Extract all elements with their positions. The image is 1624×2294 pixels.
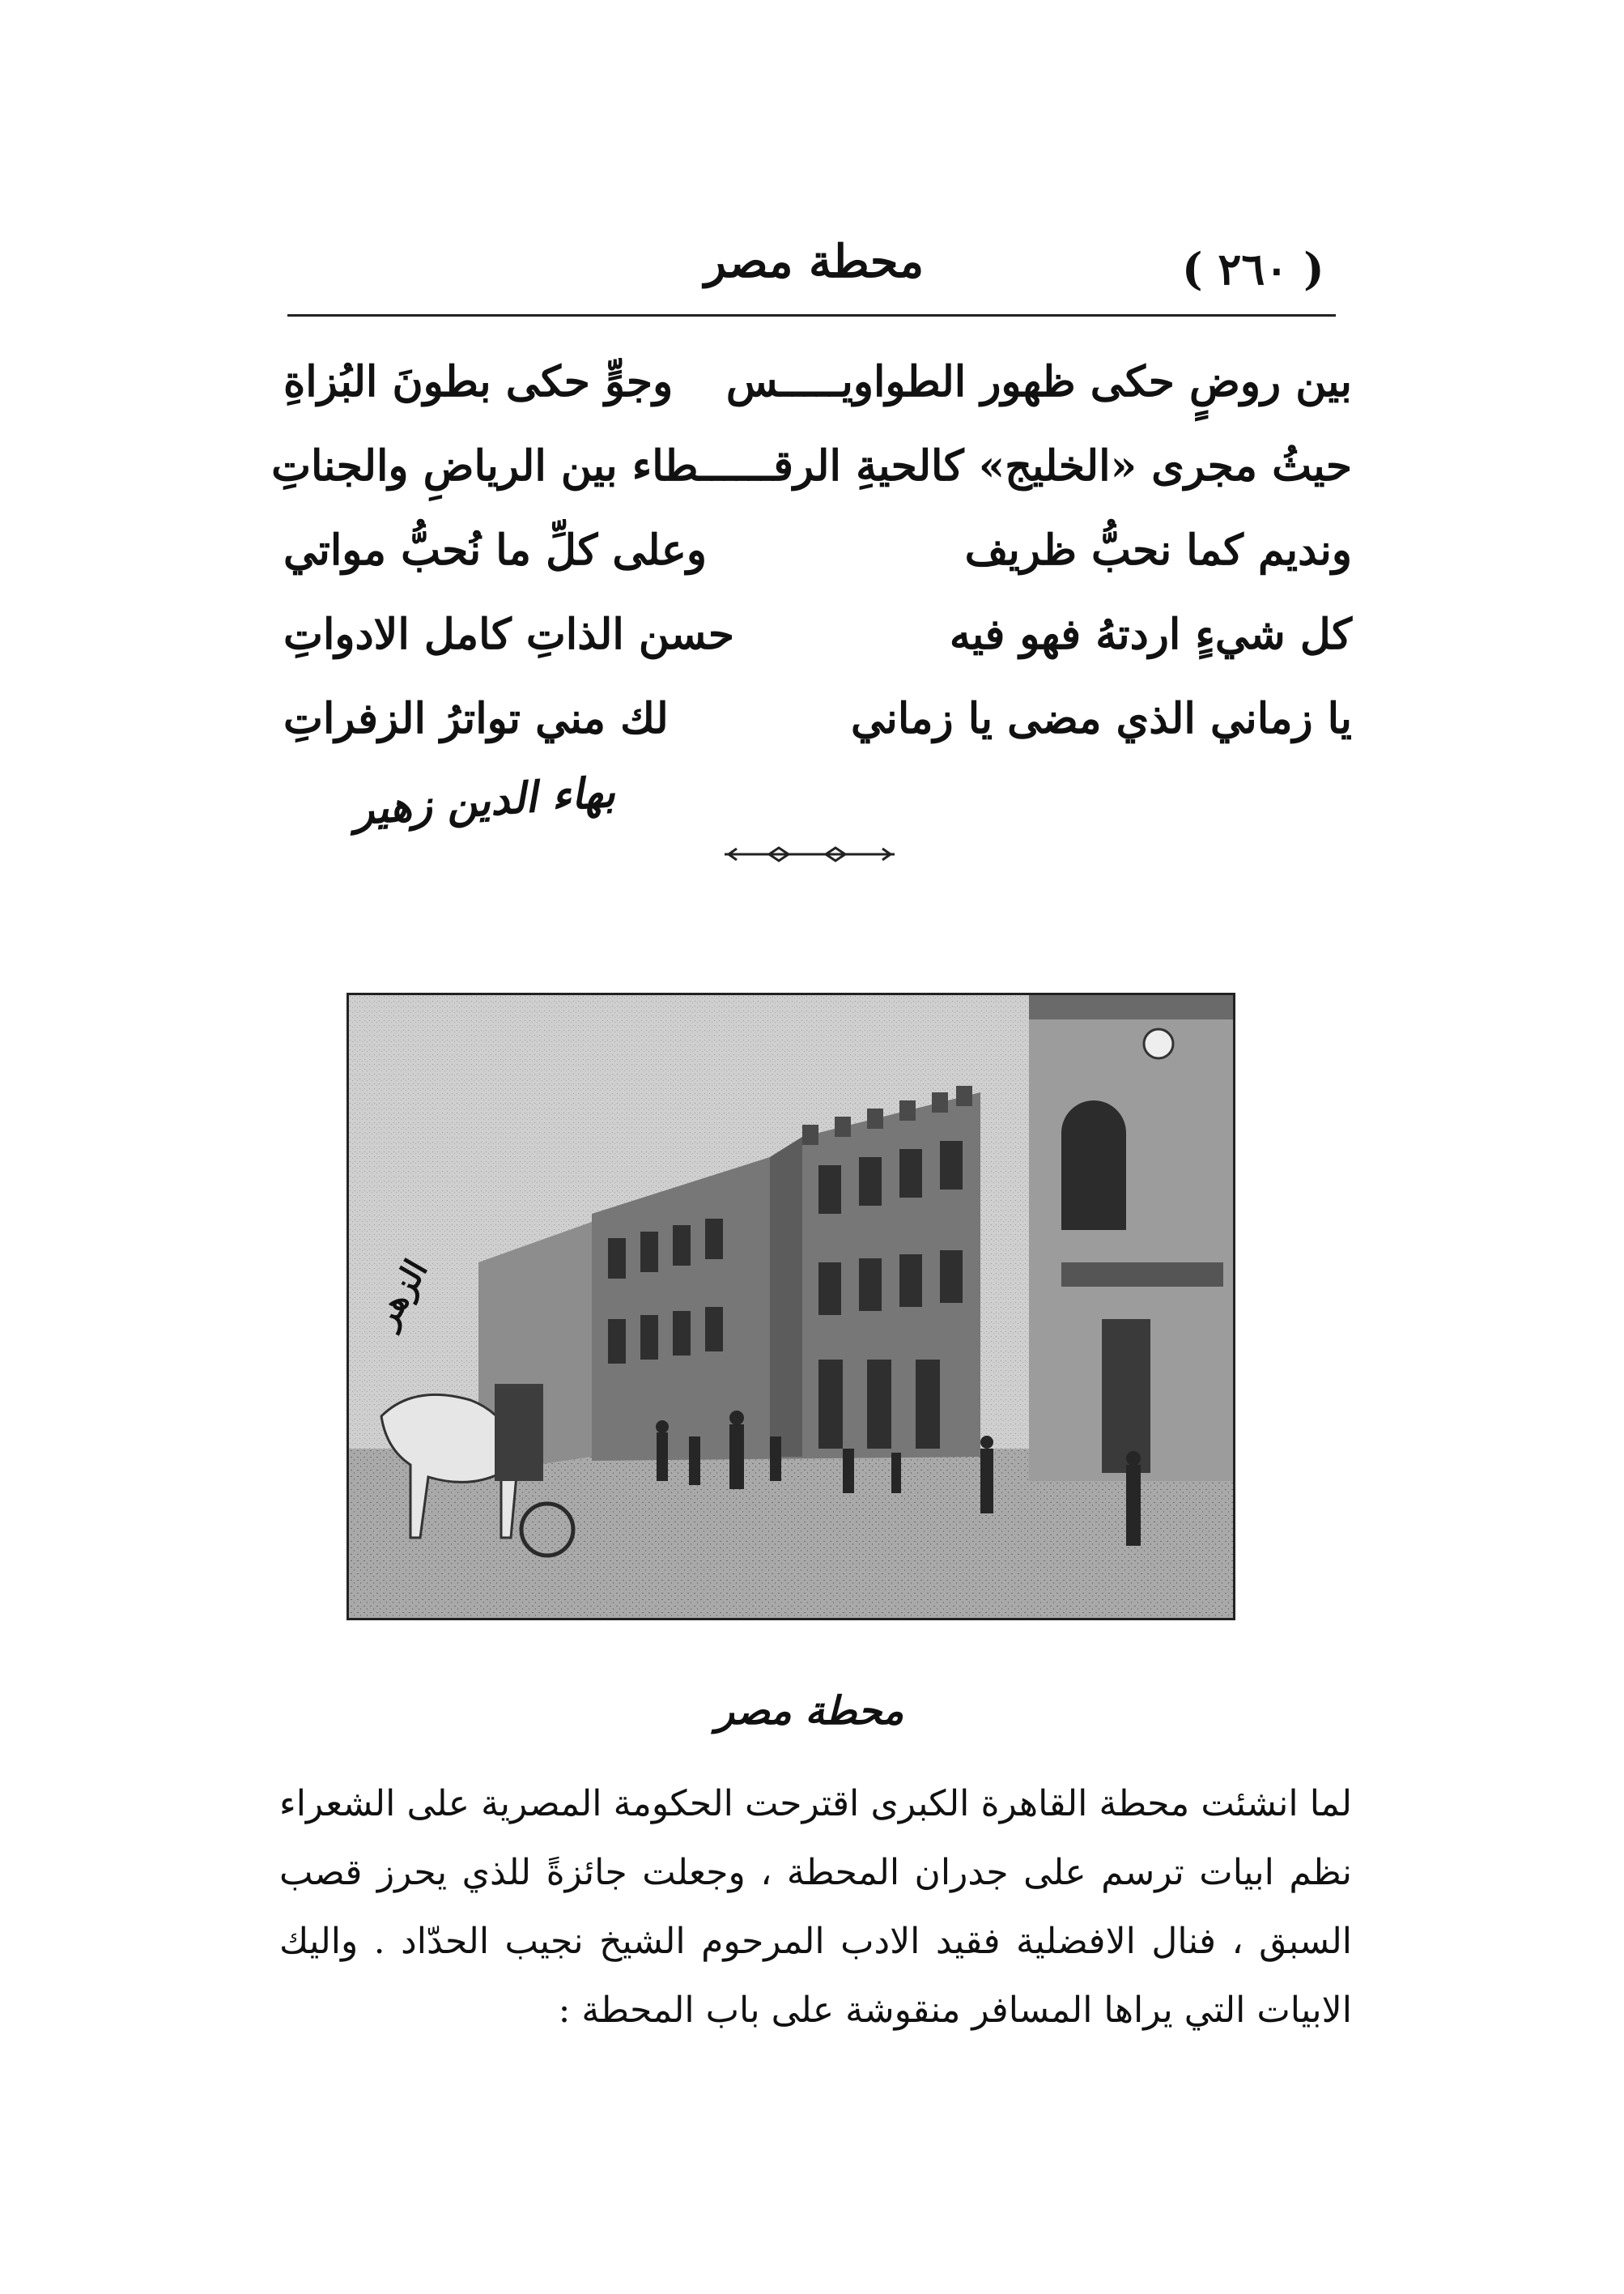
header-rule: [287, 314, 1336, 317]
verse-second-hemistich: ـــطاء بين الرياضِ والجناتِ: [271, 441, 737, 491]
page-number: ( ٢٦٠ ): [1182, 243, 1324, 295]
prose-paragraph: لما انشئت محطة القاهرة الكبرى اقترحت الحكومة المصرية على الشعراء نظم ابيات ترسم على جدران المحطة ، وجعلت جائزةً للذي يحرز قصب السبق ، فنال الافضلية فقيد الادب المرحوم الشيخ نجيب الحدّاد . واليك الابيات التي يراها المسافر منقوشة على باب المحطة :: [279, 1783, 1352, 2031]
verse-first-hemistich: كل شيءٍ اردتهُ فهو فيه: [949, 610, 1352, 659]
verse-second-hemistich: حسن الذاتِ كامل الادواتِ: [283, 610, 735, 659]
poem: [271, 340, 1352, 761]
station-photograph-image: [349, 995, 1233, 1618]
verse-second-hemistich: وجوٍّ حكى بطونَ البُزاةِ: [283, 357, 674, 406]
verse-second-hemistich: وعلى كلِّ ما نُحبُّ مواتي: [283, 526, 708, 575]
verse-second-hemistich: لك مني تواترُ الزفراتِ: [283, 694, 669, 743]
running-title: محطة مصر: [704, 235, 925, 288]
photo-inscription: الزهر: [366, 1253, 436, 1334]
poem-author-signature: بهاء الدين زهير: [351, 767, 617, 835]
verse: [271, 424, 1352, 509]
verse-first-hemistich: بين روضٍ حكى ظهور الطواويـــــس: [725, 357, 1352, 406]
verse: [283, 593, 1352, 677]
verse-first-hemistich: يا زماني الذي مضى يا زماني: [851, 694, 1352, 743]
photo-caption: محطة مصر: [715, 1688, 904, 1734]
station-photograph: [346, 993, 1235, 1620]
verse: [283, 509, 1352, 593]
verse-first-hemistich: حيثُ مجرى «الخليج» كالحيةِ الرقـــ: [736, 441, 1352, 491]
section-ornament: [721, 842, 899, 866]
verse: [283, 340, 1352, 424]
verse-first-hemistich: ونديم كما نحبُّ ظريف: [964, 526, 1352, 575]
verse: [283, 677, 1352, 761]
